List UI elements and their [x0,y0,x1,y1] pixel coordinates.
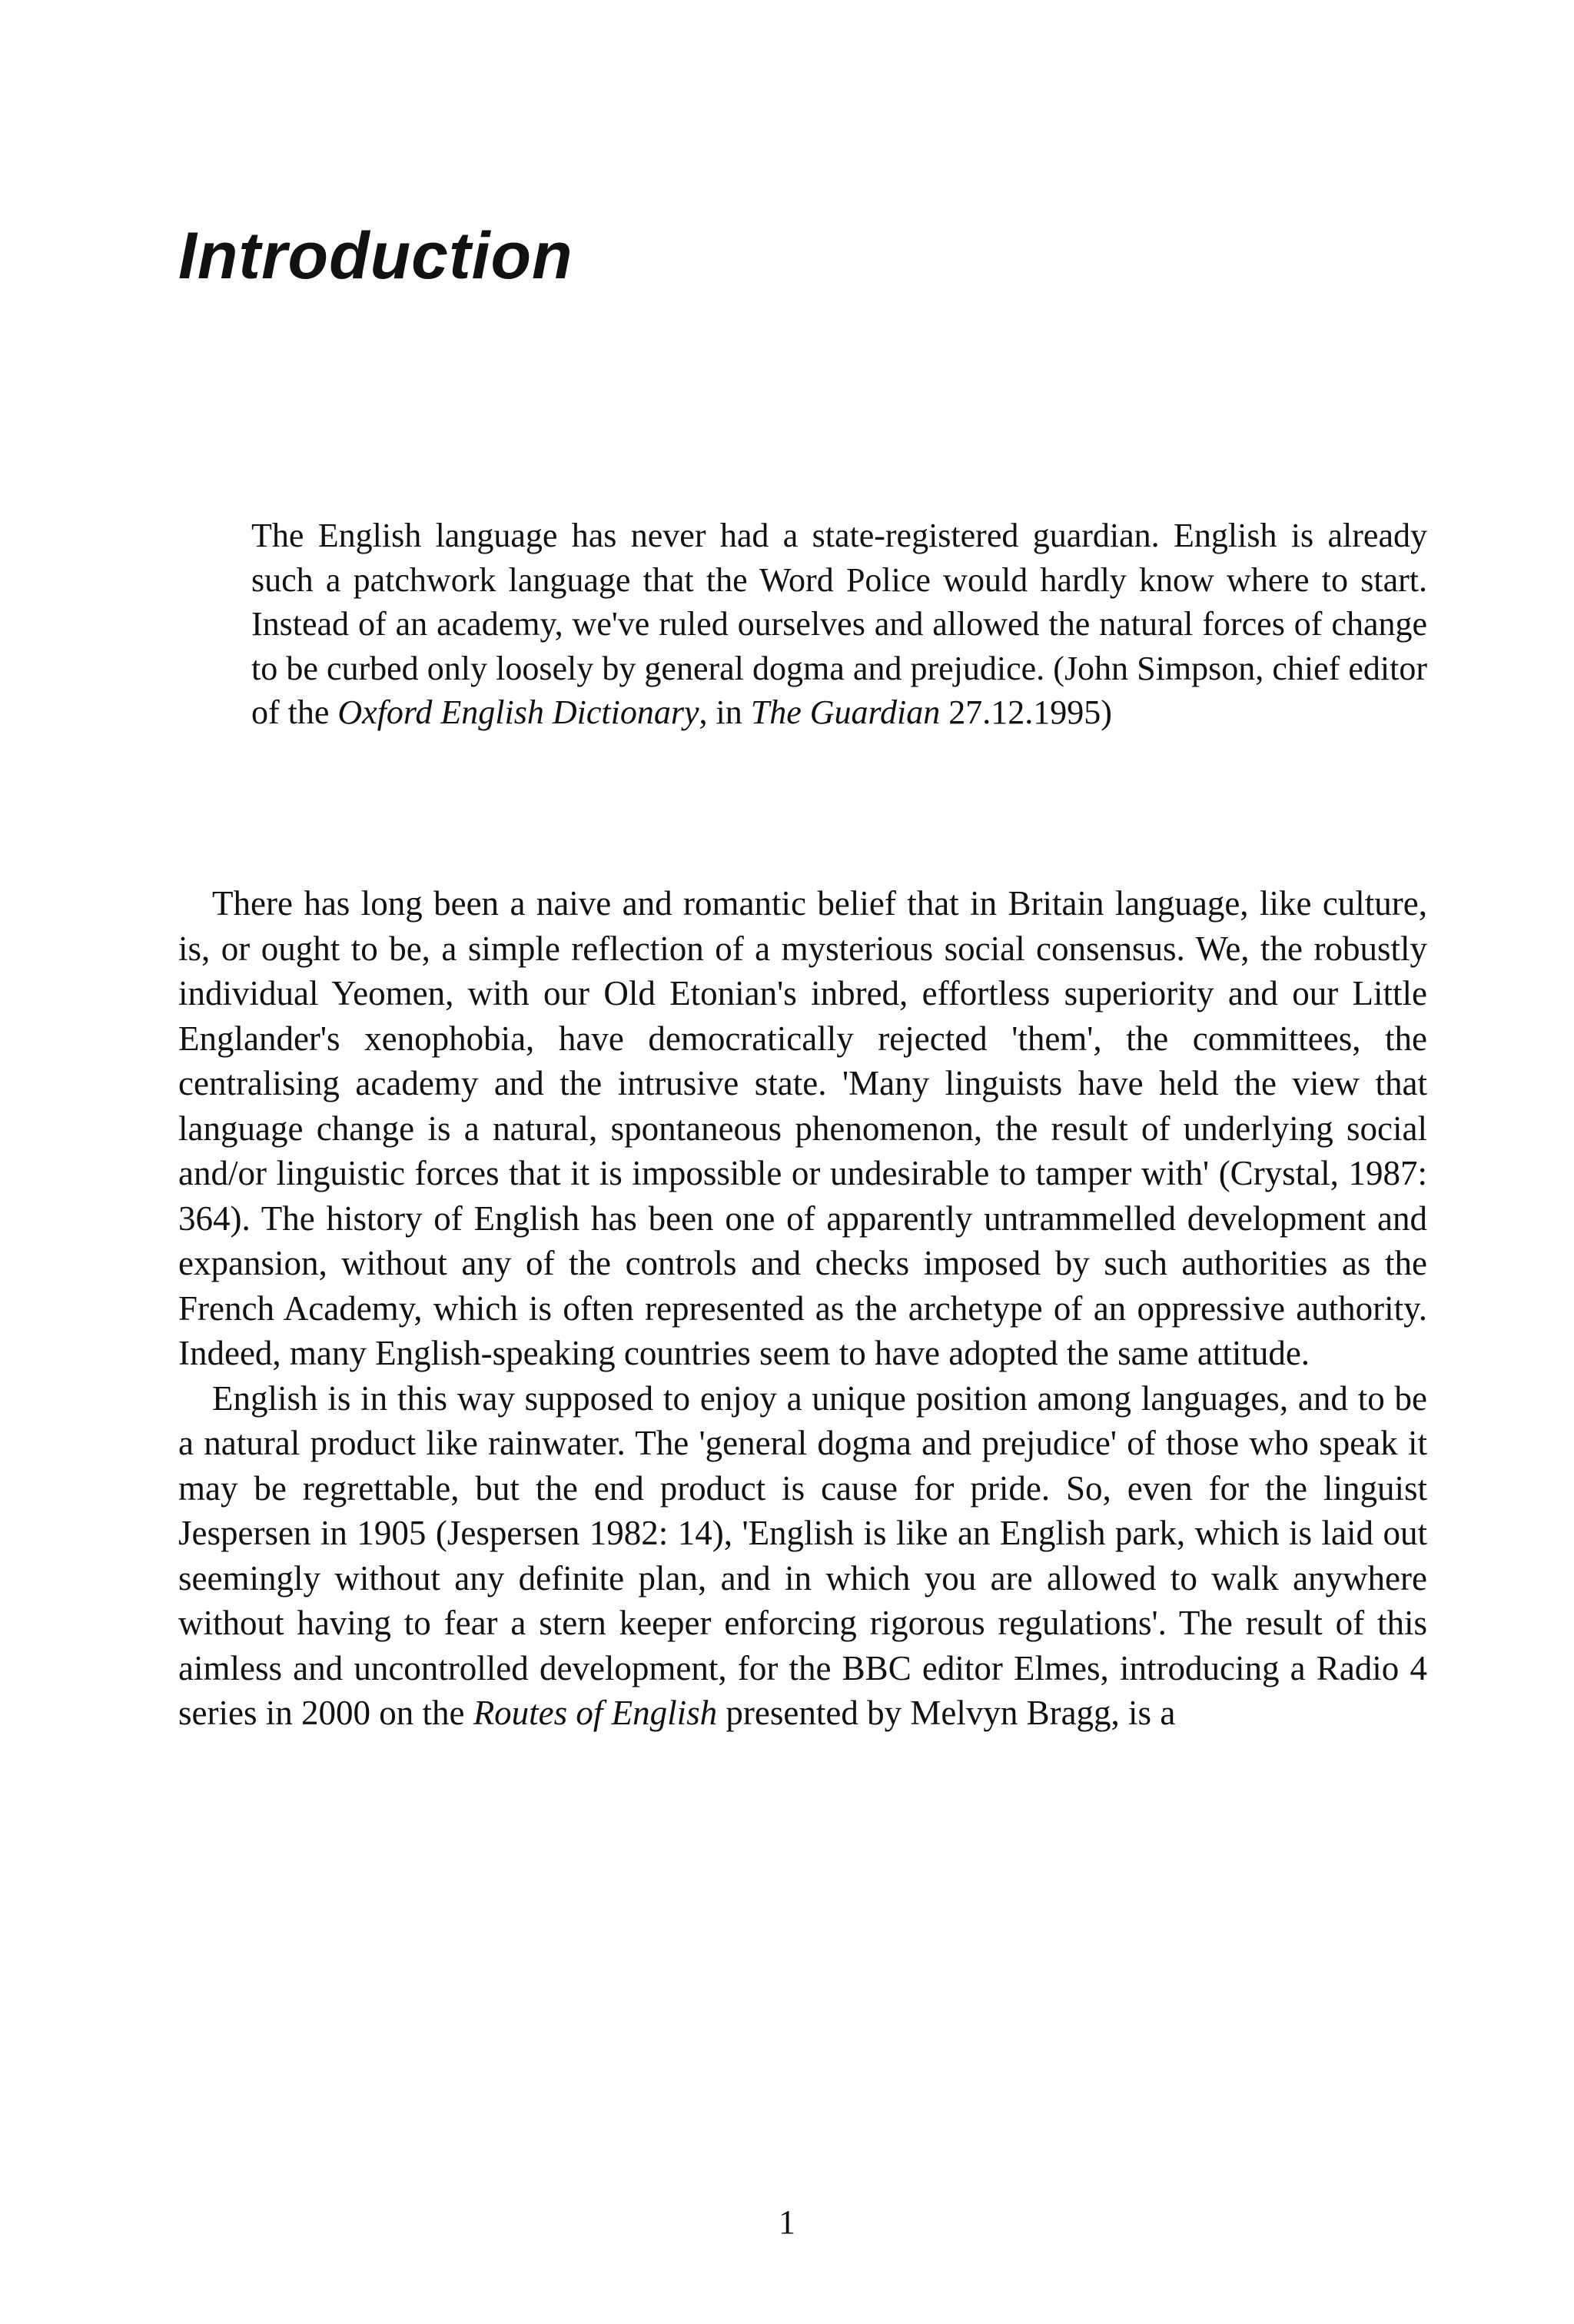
page-number: 1 [779,2203,795,2241]
body-paragraph-2-text: English is in this way supposed to enjoy a unique position among languages, and to be a natural product like rainwater. The 'general dogma and prejudice' of those who speak it may be regrettable, but the end product is cause for pride. So, even for the linguist Jespersen in 1905 (Jespersen 1982: 14), 'English is like an English park, which is laid out seemingly without any definite plan, and in which you are allowed to walk anywhere without having to fear a stern keeper enforcing rigorous regulations'. The result of this aimless and uncontrolled development, for the BBC editor Elmes, introducing a Radio 4 series in 2000 on the [178,1378,1427,1732]
epigraph-text: The English language has never had a state-registered guardian. English is already such a patchwork language that the Word Police would hardly know where to start. Instead of an academy, we've ruled ourselves and allowed the natural forces of change to be curbed only loosely by general dogma and prejudice. (John Simpson, chief editor of the [251,517,1427,731]
epigraph-date: 27.12.1995) [940,693,1112,731]
epigraph-title-guardian: The Guardian [750,693,941,731]
body-text [178,881,1427,1736]
body-paragraph-2-end: presented by Melvyn Bragg, is a [717,1694,1176,1732]
epigraph-title-oed: Oxford English Dictionary [337,693,699,731]
epigraph-quote [251,514,1427,735]
body-paragraph-2-title: Routes of English [473,1694,718,1732]
body-paragraph-2 [178,1376,1427,1736]
body-paragraph-1: There has long been a naive and romantic belief that in Britain language, like culture, is, or ought to be, a simple reflection of a mysterious social consensus. We, the robustly individual Yeomen, with our Old Etonian's inbred, effortless superiority and our Little Englander's xenophobia, have democratically rejected 'them', the committees, the centralising academy and the intrusive state. 'Many linguists have held the view that language change is a natural, spontaneous phenomenon, the result of underlying social and/or linguistic forces that it is impossible or undesirable to tamper with' (Crystal, 1987: 364). The history of English has been one of apparently untrammelled development and expansion, without any of the controls and checks imposed by such authorities as the French Academy, which is often represented as the archetype of an oppressive authority. Indeed, many English-speaking countries seem to have adopted the same attitude. [178,884,1427,1372]
epigraph-connector: , in [699,693,751,731]
chapter-title: Introduction [178,219,573,293]
